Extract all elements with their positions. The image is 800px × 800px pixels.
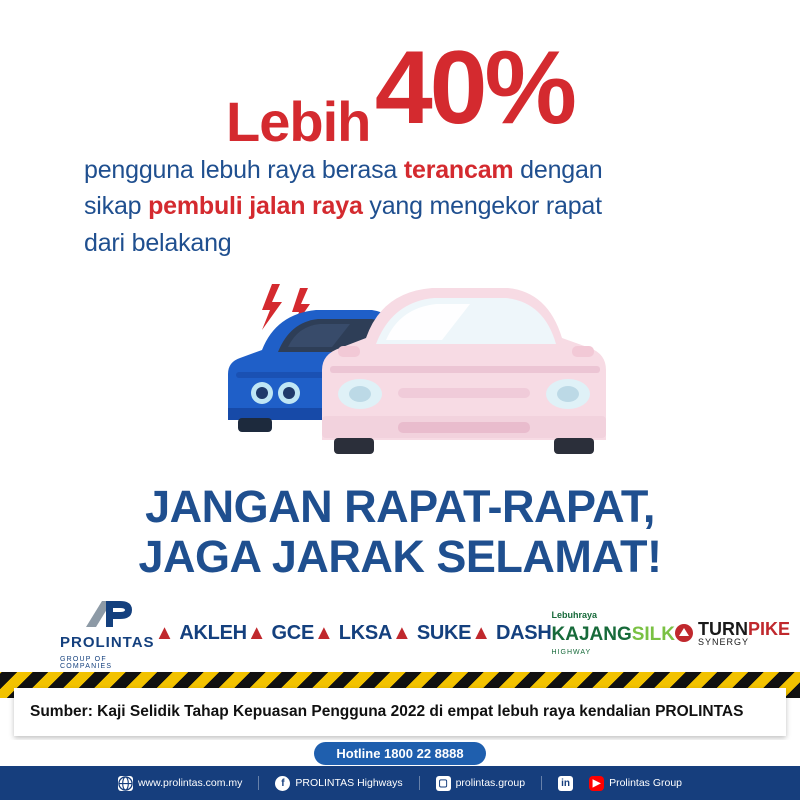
body-line-1-part-a: pengguna lebuh raya berasa [84, 156, 404, 184]
logo-lksa [314, 622, 392, 645]
footer-divider-3 [541, 776, 542, 790]
cars-illustration [0, 262, 800, 482]
footer-instagram[interactable] [436, 776, 525, 791]
logo-akleh [155, 622, 247, 645]
akleh-chevron-icon: ▲ [154, 621, 175, 644]
youtube-icon: ▶ [589, 776, 604, 791]
turnpike-sub: SYNERGY [698, 636, 750, 647]
footer-facebook-label: PROLINTAS Highways [295, 777, 403, 789]
hotline-band [0, 740, 800, 766]
suke-name: SUKE [416, 621, 472, 644]
body-line-1-part-b: dengan [513, 156, 603, 184]
kajang-sub: HIGHWAY [551, 648, 592, 656]
kajang-top: Lebuhraya [551, 609, 598, 620]
logo-suke [392, 622, 471, 645]
silk-word: SILK [631, 623, 676, 645]
body-line-2-highlight: pembuli jalan raya [148, 192, 363, 221]
gce-chevron-icon: ▲ [246, 621, 267, 644]
body-line-2-part-a: sikap [84, 192, 149, 221]
lksa-chevron-icon: ▲ [314, 621, 334, 644]
footer-youtube[interactable] [589, 776, 682, 791]
prolintas-sub: GROUP OF COMPANIES [60, 655, 113, 670]
slogan-line-2: JAGA JARAK SELAMAT! [138, 531, 662, 583]
dash-name: DASH [496, 621, 552, 644]
source-banner: Sumber: Kaji Selidik Tahap Kepuasan Pengguna 2022 di empat lebuh raya kendalian PROLINTAS [14, 688, 786, 736]
instagram-icon: ▢ [436, 776, 451, 791]
footer-bar [0, 766, 800, 800]
turnpike-mark-icon [675, 624, 693, 642]
body-line-1 [84, 152, 716, 188]
headline [0, 30, 800, 153]
gce-name: GCE [271, 621, 314, 644]
footer-youtube-label: Prolintas Group [609, 777, 683, 789]
footer-instagram-label: prolintas.group [455, 777, 526, 789]
body-line-2 [84, 188, 716, 224]
headline-percent: 40% [374, 30, 574, 146]
prolintas-mark-icon [80, 597, 134, 629]
logo-kajang-silk [552, 611, 676, 656]
headline-lebih: Lebih [226, 90, 371, 153]
footer-divider-1 [258, 776, 259, 790]
globe-icon [118, 776, 133, 791]
logo-prolintas [60, 597, 155, 670]
turn-word: TURN [698, 618, 749, 639]
body-line-3: dari belakang [84, 228, 232, 257]
slogan-line-1: JANGAN RAPAT-RAPAT, [145, 481, 655, 532]
linkedin-icon: in [558, 776, 573, 791]
hotline-pill[interactable]: Hotline 1800 22 8888 [314, 742, 485, 765]
pike-word: PIKE [748, 618, 791, 639]
slogan [0, 482, 800, 583]
footer-linkedin[interactable] [558, 776, 573, 791]
turnpike-name [698, 620, 790, 638]
kajang-word: KAJANG [551, 623, 632, 645]
lksa-name: LKSA [338, 621, 393, 644]
suke-chevron-icon: ▲ [392, 621, 412, 644]
body-line-2-part-b: yang mengekor rapat [362, 192, 602, 221]
turnpike-text [698, 620, 790, 647]
partner-logos [60, 598, 791, 670]
facebook-icon: f [275, 776, 290, 791]
dash-chevron-icon: ▲ [471, 621, 492, 644]
footer-website[interactable] [118, 776, 242, 791]
kajang-name [552, 625, 676, 644]
logo-dash [471, 622, 551, 645]
logo-turnpike-synergy [675, 620, 790, 647]
akleh-name: AKLEH [179, 621, 247, 644]
prolintas-name: PROLINTAS [60, 633, 155, 651]
footer-facebook[interactable] [275, 776, 402, 791]
body-copy [84, 152, 716, 261]
footer-website-label: www.prolintas.com.my [137, 777, 243, 789]
footer-divider-2 [419, 776, 420, 790]
logo-gce [247, 622, 314, 645]
body-line-1-highlight: terancam [403, 156, 514, 184]
